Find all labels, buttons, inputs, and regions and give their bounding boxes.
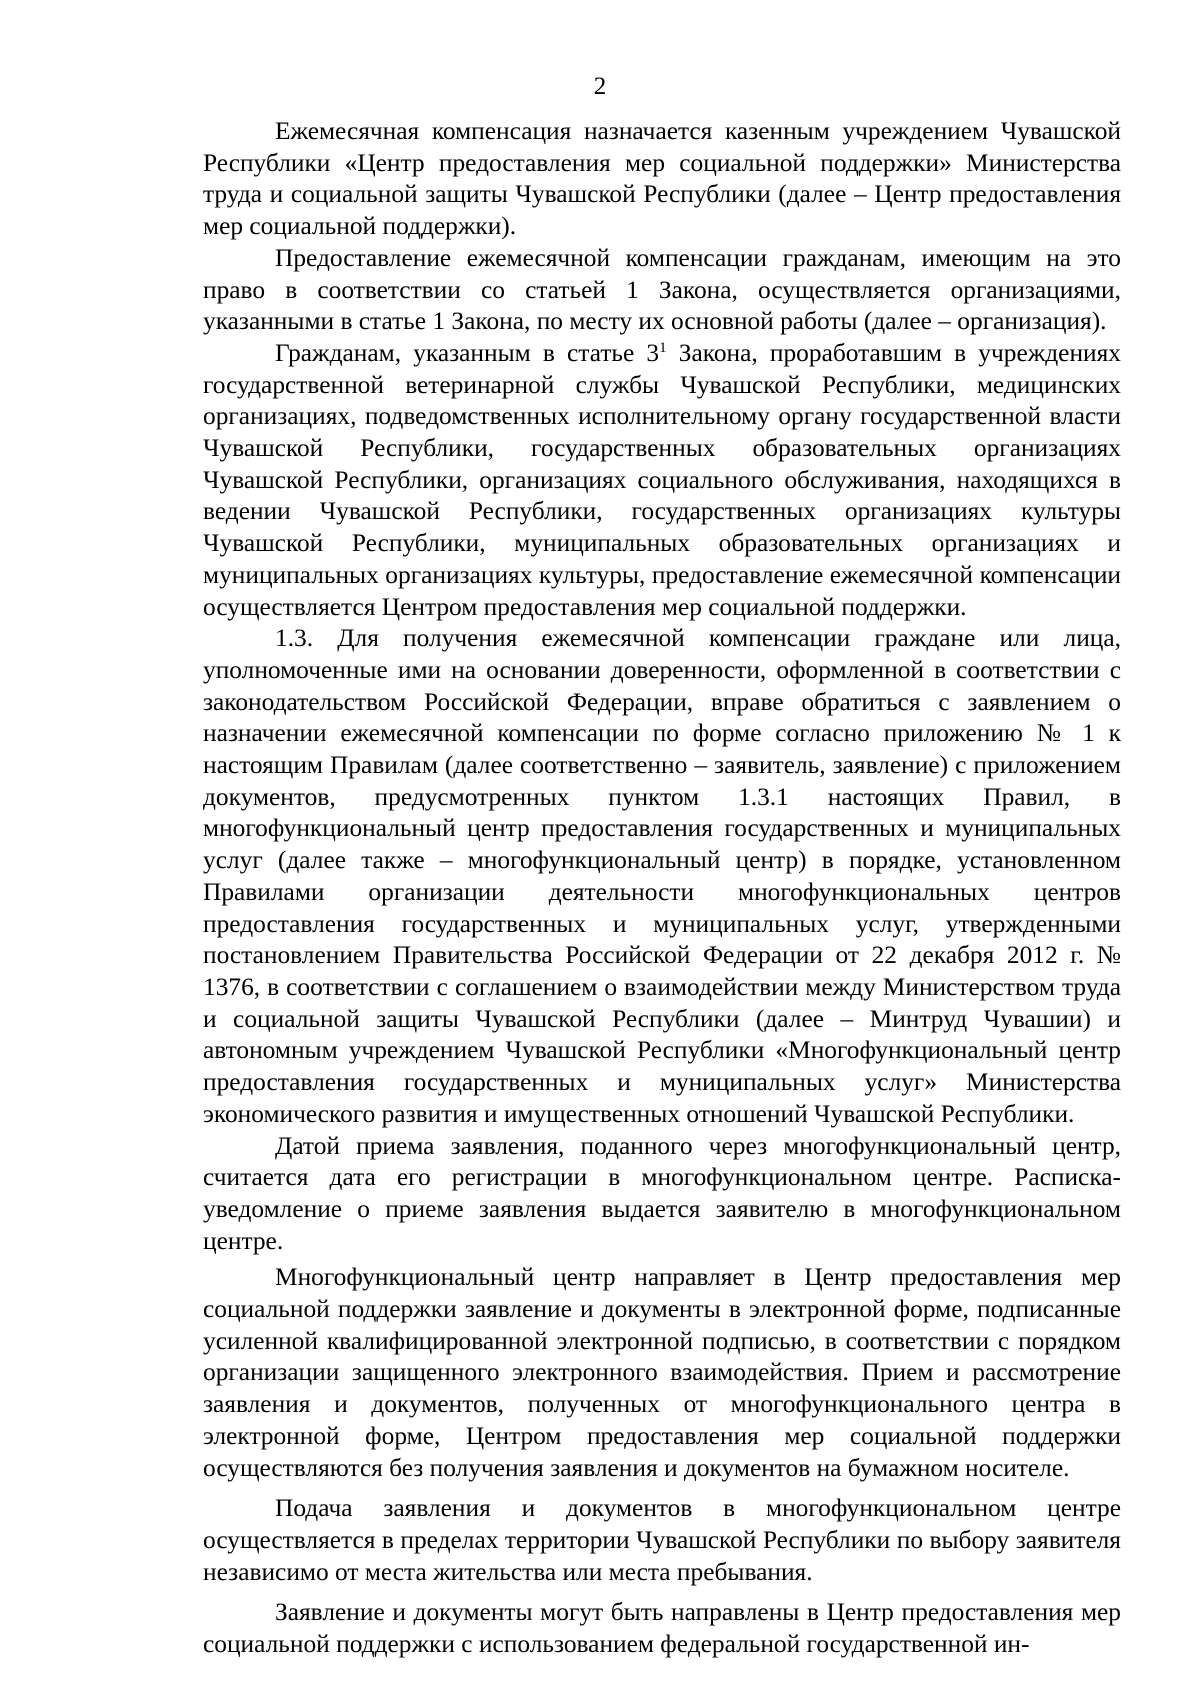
article-superscript: 1 (659, 339, 667, 356)
paragraph-application-date: Датой приема заявления, поданного через многофункциональный центр, считается дата его регистрации в многофункциональном центре. Расписка-уведомление о приеме заявления выдается заявителю в многофункциональном центре. (203, 1131, 1121, 1255)
paragraph-mfc-forwarding: Многофункциональный центр направляет в Центр предоставления мер социальной поддержки заявление и документы в электронной форме, подписанные усиленной квалифицированной электронной подписью, в соответствии с порядком организации защищенного электронного взаимодействия. Прием и рассмотрение заявления и документов, полученных от многофункционального центра в электронной форме, Центром предоставления мер социальной поддержки осуществляются без получения заявления и документов на бумажном носителе. (203, 1263, 1121, 1482)
paragraph-electronic-submission: Заявление и документы могут быть направлены в Центр предоставления мер социальной поддержки с использованием федеральной государственной ин- (203, 1598, 1121, 1659)
page-number: 2 (593, 73, 607, 100)
paragraph-article-3-rest: Закона, проработавшим в учреждениях государственной ветеринарной службы Чувашской Республики, медицинских организациях, подведомственных исполнительному органу государственной власти Чувашской Республики, государственных образовательных организациях Чувашской Республики, организациях социального обслуживания, находящихся в ведении Чувашской Республики, государственных организациях культуры Чувашской Республики, муниципальных образовательных организациях и муниципальных организациях культуры, предоставление ежемесячной компенсации осуществляется Центром предоставления мер социальной поддержки. (203, 338, 1122, 621)
document-body (203, 116, 1121, 1661)
paragraph-compensation-provision: Предоставление ежемесячной компенсации гражданам, имеющим на это право в соответствии со статьей 1 Закона, осуществляется организациями, указанными в статье 1 Закона, по месту их основной работы (далее – организация). (203, 243, 1121, 336)
paragraph-article-3-lead: Гражданам, указанным в статье 3 (275, 338, 660, 367)
paragraph-compensation-assignment: Ежемесячная компенсация назначается казенным учреждением Чувашской Республики «Центр предоставления мер социальной поддержки» Министерства труда и социальной защиты Чувашской Республики (далее – Центр предоставления мер социальной поддержки). (203, 117, 1121, 241)
paragraph-submission-territory: Подача заявления и документов в многофункциональном центре осуществляется в пределах территории Чувашской Республики по выбору заявителя независимо от места жительства или места пребывания. (203, 1494, 1121, 1586)
paragraph-section-1-3: 1.3. Для получения ежемесячной компенсации граждане или лица, уполномоченные ими на основании доверенности, оформленной в соответствии с законодательством Российской Федерации, вправе обратиться с заявлением о назначении ежемесячной компенсации по форме согласно приложению № 1 к настоящим Правилам (далее соответственно – заявитель, заявление) с приложением документов, предусмотренных пунктом 1.3.1 настоящих Правил, в многофункциональный центр предоставления государственных и муниципальных услуг (далее также – многофункциональный центр) в порядке, установленном Правилами организации деятельности многофункциональных центров предоставления государственных и муниципальных услуг, утвержденными постановлением Правительства Российской Федерации от 22 декабря 2012 г. № 1376, в соответствии с соглашением о взаимодействии между Министерством труда и социальной защиты Чувашской Республики (далее – Минтруд Чувашии) и автономным учреждением Чувашской Республики «Многофункциональный центр предоставления государственных и муниципальных услуг» Министерства экономического развития и имущественных отношений Чувашской Республики. (203, 624, 1121, 1128)
paragraph-article-3-citizens (203, 338, 1121, 623)
